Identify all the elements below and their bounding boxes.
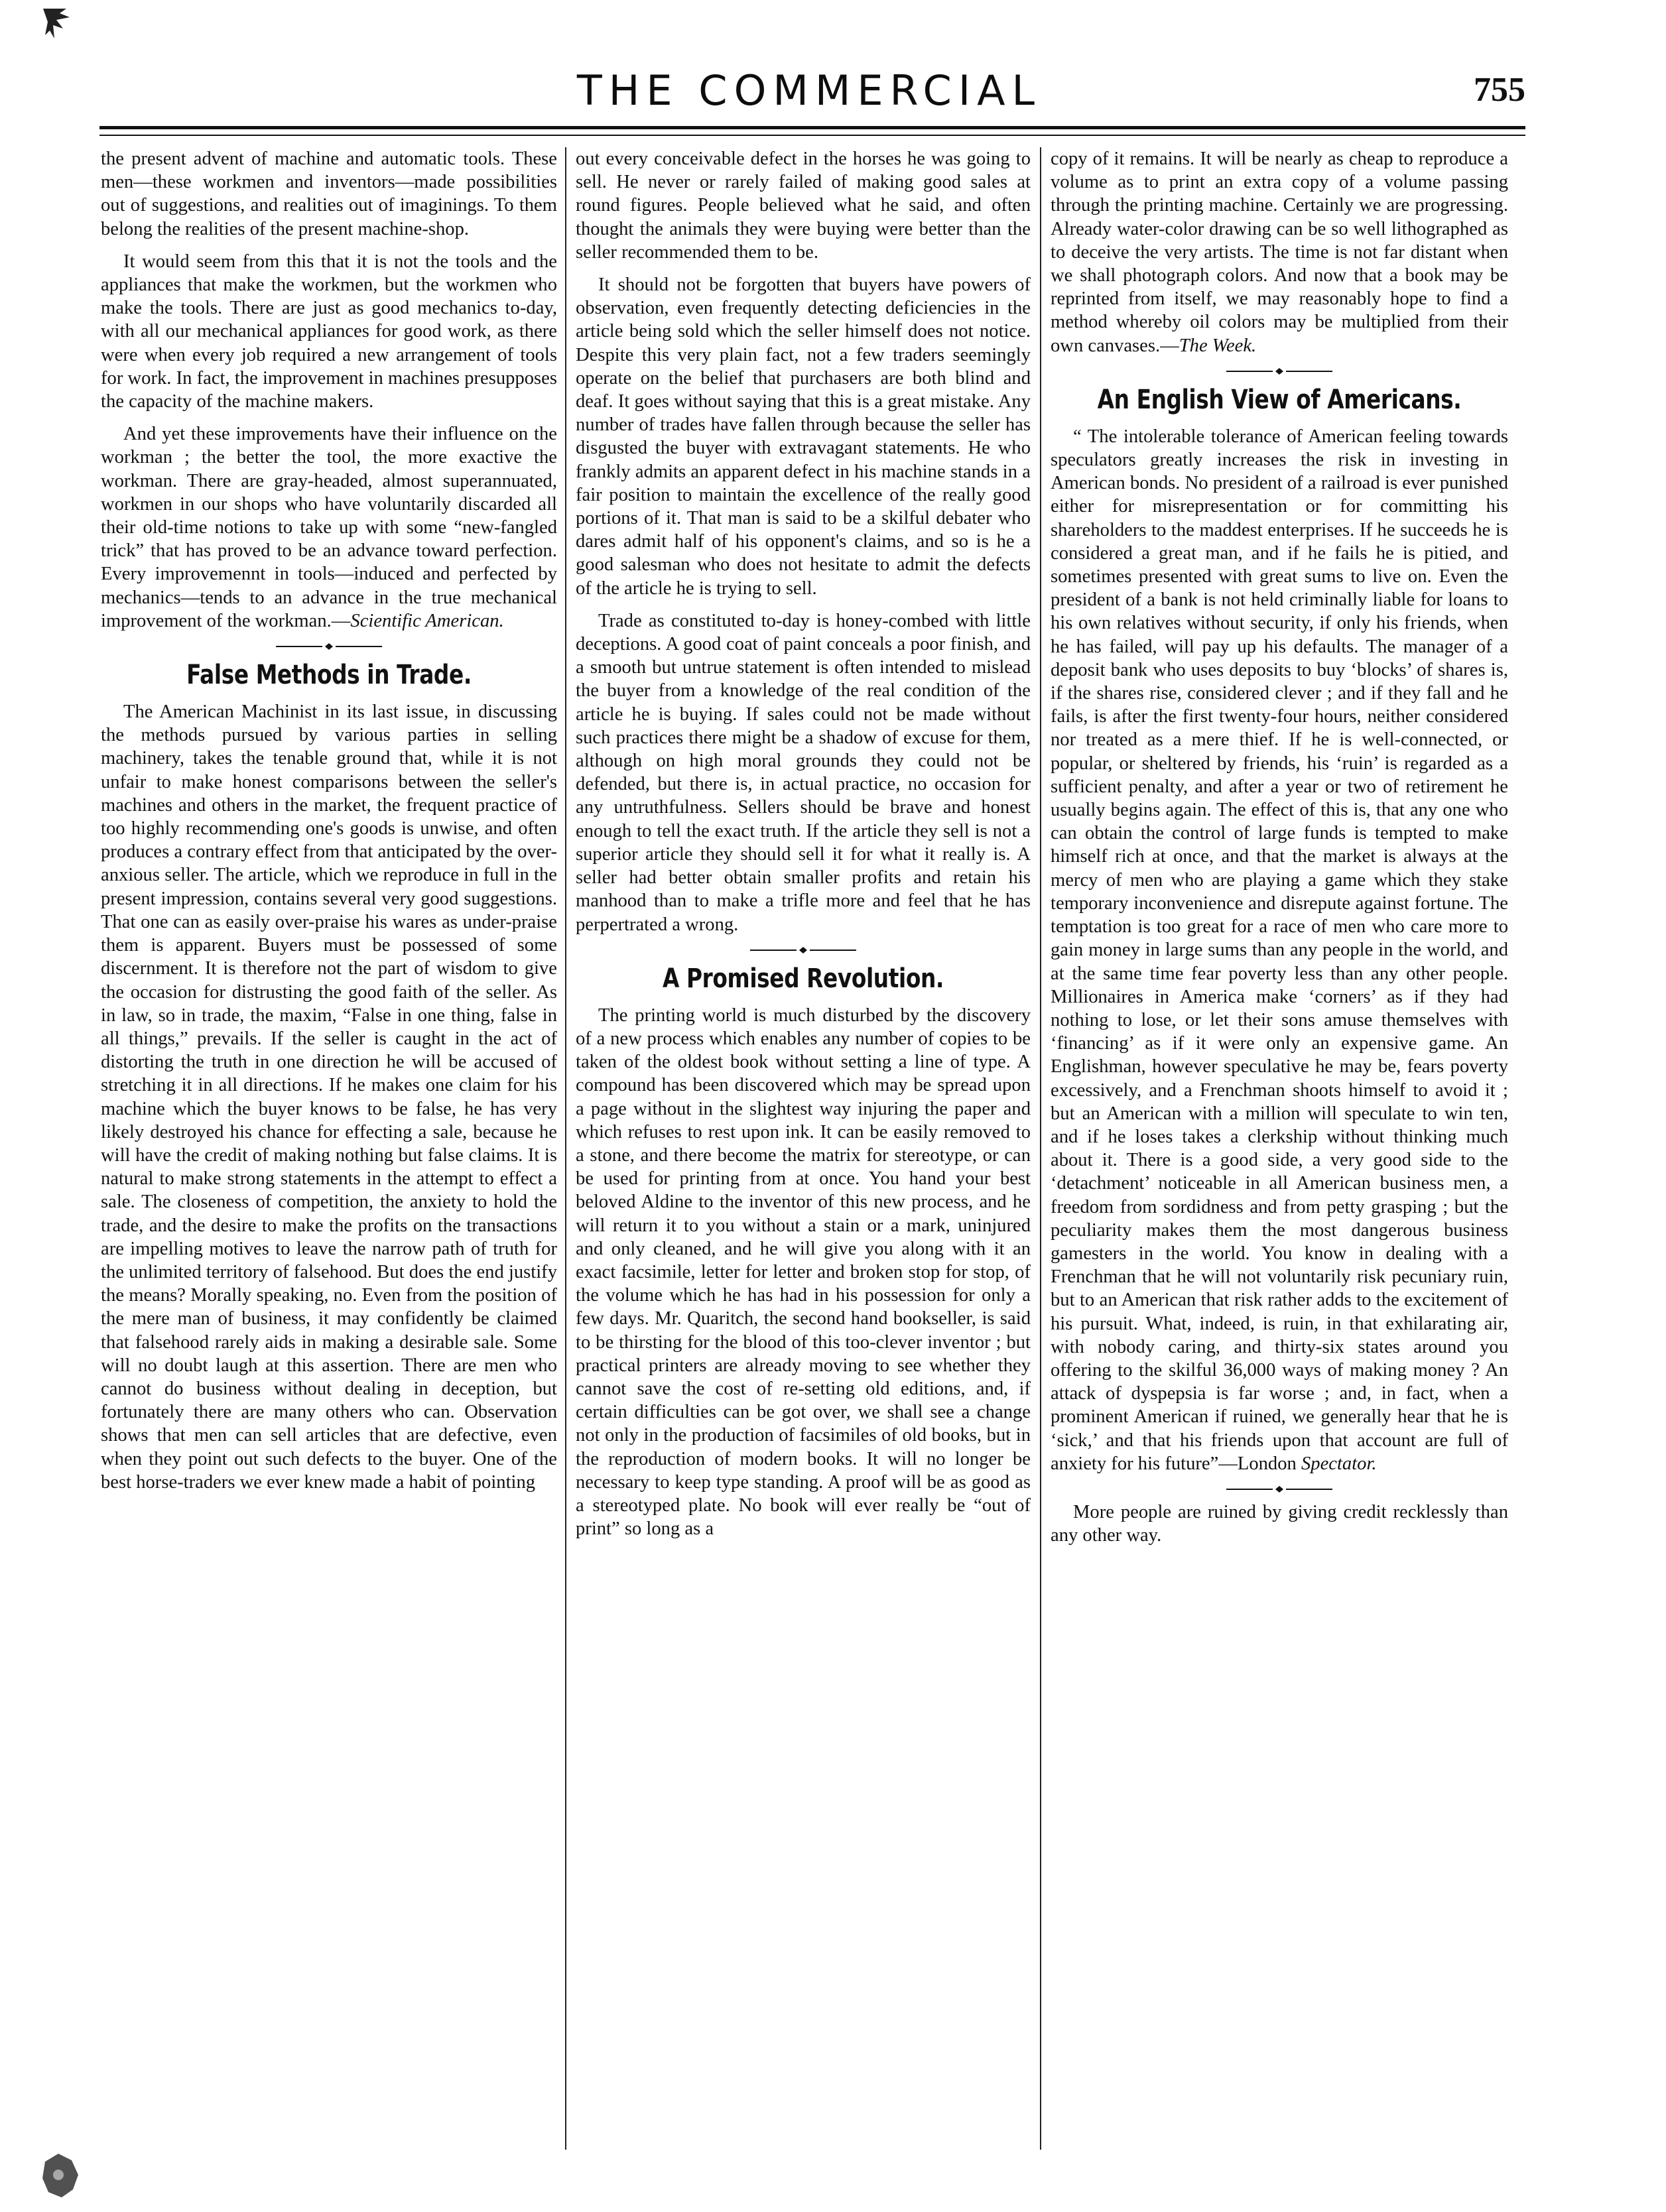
column-1	[101, 147, 557, 2123]
article-paragraph: It would seem from this that it is not the tools and the appliances that make the workmen, but the workmen who make the tools. There are just as good mechanics to-day, with all our mechanical appliances for good work, as there were when every job required a new arrangement of tools for work. In fact, the improvement in machines presupposes the capacity of the machine makers.	[101, 251, 557, 412]
section-separator-icon	[269, 642, 389, 651]
article-paragraph	[1051, 147, 1508, 357]
paragraph-text: copy of it remains. It will be nearly as cheap to reproduce a volume as to print an extra copy of a volume passing through the printing machine. Certainly we are progressing. Already water-color drawing can be so well lithographed as to deceive the very artists. The time is not far distant when we shall photograph colors. And now that a book may be reprinted from itself, we may reasonably hope to find a method whereby oil colors may be multiplied from their own canvases.—	[1051, 149, 1508, 356]
page-number: 755	[1474, 71, 1525, 109]
article-paragraph: out every conceivable defect in the horses he was going to sell. He never or rarely failed of making good sales at round figures. People believed what he said, and often thought the animals they were buying were better than the seller recommended them to be.	[576, 149, 1031, 263]
article-headline: An English View of Americans.	[1097, 384, 1462, 415]
source-credit: Spectator.	[1301, 1453, 1377, 1474]
column-3	[1051, 147, 1508, 2123]
column-2	[576, 147, 1031, 2123]
article-paragraph: More people are ruined by giving credit recklessly than any other way.	[1051, 1501, 1508, 1546]
article-paragraph: The American Machinist in its last issue, in discussing the methods pursued by various parties in selling machinery, takes the tenable ground that, while it is not unfair to make honest comparisons between the seller's machines and others in the market, the frequent practice of too highly recommending one's goods is unwise, and often produces a contrary effect from that anticipated by the over-anxious seller. The article, which we reproduce in full in the present impression, contains several very good suggestions. That one can as easily over-praise his wares as under-praise them is apparent. Buyers must be possessed of some discernment. It is therefore not the part of wisdom to give the occasion for distrusting the good faith of the seller. As in law, so in trade, the maxim, “False in one thing, false in all things,” prevails. If the seller is caught in the act of distorting the truth in one direction he will be accused of stretching it in all directions. If he makes one claim for his machine which the buyer knows to be false, he has very likely destroyed his chance for effecting a sale, because he will have the credit of making nothing but false claims. It is natural to make strong statements in the attempt to effect a sale. The closeness of competition, the anxiety to hold the trade, and the desire to make the profits on the transactions are impelling motives to leave the narrow path of truth for the unlimited territory of falsehood. But does the end justify the means? Morally speaking, no. Even from the position of the mere man of business, it may confidently be claimed that falsehood rarely aids in making a desirable sale. Some will no doubt laugh at this assertion. There are men who cannot do business without dealing in deception, but fortunately there are many others who can. Observation shows that men can sell articles that are defective, even when they point out such defects to the buyer. One of the best horse-traders we ever knew made a habit of pointing	[101, 702, 557, 1493]
paragraph-text: “ The intolerable tolerance of American feeling towards speculators greatly increases the risk in investing in American bonds. No president of a railroad is ever punished either for misrepresentation or for committing his shareholders to the maddest enterprises. If he succeeds he is considered a great man, and if he fails he is pitied, and sometimes presented with great sums to live on. Even the president of a bank is not held criminally liable for loans to his own relatives without security, if only his friends, when he has failed, will pay up his defaults. The manager of a deposit bank who uses deposits to buy ‘blocks’ of shares is, if the shares rise, considered clever ; and if they fall and he fails, is after the first twenty-four hours, neither considered nor treated as a mere thief. If he is well-connected, or popular, or sheltered by friends, his ‘ruin’ is regarded as a sufficient penalty, and after a year or two of retirement he usually begins again. The effect of this is, that any one who can obtain the control of large funds is tempted to make himself rich at once, and that the market is always at the mercy of men who are playing a game which they stake temporary inconvenience and disrepute against fortune. The temptation is too great for a race of men who care more to gain money in large sums than any people in the world, and at the same time fear poverty less than any other people. Millionaires in America make ‘corners’ as if they had nothing to lose, or let their sons amuse themselves with ‘financing’ as if it were only an expensive game. An Englishman, however speculative he may be, fears poverty excessively, and a Frenchman shoots himself to avoid it ; but an American with a million will speculate to win ten, and if he loses takes a clerkship without thinking much about it. There is a good side, a very good side to the ‘detachment’ noticeable in all American business men, a freedom from sordidness and from petty grasping ; but the peculiarity makes them the most dangerous business gamesters in the world. You know in dealing with a Frenchman that he will not voluntarily risk pecuniary ruin, but to an American that risk rather adds to the excitement of his pursuit. What, indeed, is ruin, in that exhilarating air, with nobody caring, and thirty-six states around you offering to the skilful 36,000 ways of making money ? An attack of dyspepsia is far worse ; and, in fact, when a prominent American if ruined, we generally hear that he is ‘sick,’ and that his friends upon that account are full of anxiety for his future”—London	[1051, 426, 1508, 1474]
column-divider	[565, 147, 566, 2150]
article-paragraph	[1051, 425, 1508, 1475]
masthead	[93, 40, 1525, 139]
header-rule-thick	[99, 126, 1525, 129]
article-paragraph: It should not be forgotten that buyers have powers of observation, even frequently detecting deficiencies in the article being sold which the seller himself does not notice. Despite this very plain fact, not a few traders seemingly operate on the belief that purchasers are both blind and deaf. It goes without saying that this is a great mistake. Any number of trades have fallen through because the seller has disgusted the buyer with extravagant statements. He who frankly admits an apparent defect in his machine stands in a fair position to maintain the excellence of the really good portions of it. That man is said to be a skilful debater who dares admit half of his opponent's claims, and so is he a good salesman who does not hesitate to admit the defects of the article he is trying to sell.	[576, 275, 1031, 599]
section-separator-icon	[1220, 367, 1339, 376]
corner-ornament-icon	[40, 5, 80, 52]
article-paragraph: the present advent of machine and automatic tools. These men—these workmen and inventors—made possibilities out of suggestions, and realities out of imaginings. To them belong the realities of the present machine-shop.	[101, 149, 557, 239]
section-separator-icon	[1220, 1485, 1339, 1494]
publication-title: THE COMMERCIAL	[576, 66, 1042, 115]
article-paragraph: The printing world is much disturbed by the discovery of a new process which enables any number of copies to be taken of the oldest book without setting a line of type. A compound has been discovered which may be spread upon a page without in the slightest way injuring the paper and which refuses to rest upon ink. It can be easily removed to a stone, and there become the matrix for stereotype, or can be used for printing from at once. You hand your best beloved Aldine to the inventor of this new process, and he will return it to you without a stain or a mark, uninjured and only cleaned, and he will give you along with it an exact facsimile, letter for letter and broken stop for stop, of the volume which he has had in his possession for only a few days. Mr. Quaritch, the second hand bookseller, is said to be thirsting for the blood of this too-clever inventor ; but practical printers are already moving to see whether they cannot save the cost of re-setting old editions, and, if certain difficulties can be got over, we shall see a change not only in the production of facsimiles of old books, but in the reproduction of modern books. It will no longer be necessary to keep type standing. A proof will be as good as a stereotyped plate. No book will ever really be “out of print” so long as a	[576, 1005, 1031, 1540]
source-credit: Scientific American.	[350, 610, 504, 631]
column-divider	[1040, 147, 1041, 2150]
header-rule-thin	[99, 135, 1525, 136]
article-headline: A Promised Revolution.	[663, 963, 944, 994]
source-credit: The Week.	[1179, 335, 1257, 356]
article-paragraph: Trade as constituted to-day is honey-combed with little deceptions. A good coat of paint conceals a poor finish, and a smooth but untrue statement is often intended to mislead the buyer from a knowledge of the real condition of the article he is buying. If sales could not be made without such practices there might be a shadow of excuse for them, although on high moral grounds they could not be defended, but there is, in actual practice, no occasion for any untruthfulness. Sellers should be brave and honest enough to tell the exact truth. If the article they sell is not a superior article they should sell it for what it really is. A seller had better obtain smaller profits and retain his manhood than to make a trifle more and feel that he has perpertrated a wrong.	[576, 610, 1031, 935]
section-separator-icon	[743, 946, 863, 955]
article-paragraph	[101, 422, 557, 633]
article-headline: False Methods in Trade.	[186, 660, 472, 691]
paragraph-text: And yet these improvements have their influence on the workman ; the better the tool, the more exactive the workman. There are gray-headed, almost superannuated, workmen in our shops who have voluntarily discarded all their old-time notions to take up with some “new-fangled trick” that has proved to be an advance toward perfection. Every improvemennt in tools—induced and perfected by mechanics—tends to an advance in the true mechanical improvement of the workman.—	[101, 424, 557, 631]
print-blot-icon	[38, 2148, 85, 2201]
